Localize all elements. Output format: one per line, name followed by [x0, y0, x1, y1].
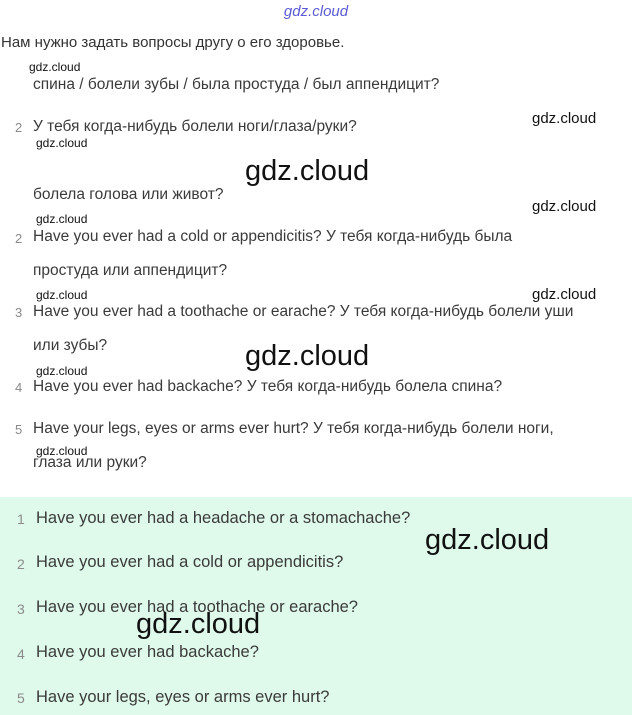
translation-line: спина / болели зубы / была простуда / был аппендицит? — [33, 76, 440, 93]
answer-number: 5 — [17, 690, 25, 706]
watermark: gdz.cloud — [36, 212, 88, 226]
answer-number: 4 — [17, 646, 25, 662]
translation-line: Have you ever had a cold or appendicitis? У тебя когда-нибудь была — [33, 228, 513, 245]
watermark: gdz.cloud — [245, 340, 370, 372]
answer-line: Have you ever had a cold or appendicitis? — [36, 553, 344, 571]
watermark: gdz.cloud — [36, 364, 88, 378]
translation-line: болела голова или живот? — [33, 186, 224, 203]
watermark: gdz.cloud — [532, 110, 597, 127]
item-number: 2 — [15, 120, 23, 135]
translation-line: У тебя когда-нибудь болели ноги/глаза/руки? — [33, 118, 357, 135]
intro-text: Нам нужно задать вопросы другу о его здоровье. — [1, 34, 345, 51]
watermark: gdz.cloud — [245, 155, 370, 187]
watermark: gdz.cloud — [532, 198, 597, 215]
item-number: 5 — [15, 422, 23, 437]
answer-line: Have you ever had a toothache or earache? — [36, 598, 358, 616]
watermark: gdz.cloud — [29, 60, 81, 74]
translation-line: Have you ever had backache? У тебя когда-нибудь болела спина? — [33, 378, 503, 395]
watermark: gdz.cloud — [36, 444, 88, 458]
item-number: 2 — [15, 231, 23, 246]
translation-line: Have you ever had a toothache or earache? У тебя когда-нибудь болели уши — [33, 303, 574, 320]
watermark: gdz.cloud — [532, 286, 597, 303]
watermark: gdz.cloud — [36, 136, 88, 150]
watermark: gdz.cloud — [36, 288, 88, 302]
top-watermark: gdz.cloud — [283, 3, 349, 20]
answer-line: Have you ever had a headache or a stomachache? — [36, 509, 411, 527]
translation-line: простуда или аппендицит? — [33, 262, 228, 279]
answer-number: 3 — [17, 601, 25, 617]
translation-line: или зубы? — [33, 337, 108, 354]
translation-line: Have your legs, eyes or arms ever hurt? У тебя когда-нибудь болели ноги, — [33, 420, 554, 437]
item-number: 4 — [15, 380, 23, 395]
translation-line: глаза или руки? — [33, 454, 147, 471]
item-number: 3 — [15, 305, 23, 320]
answer-line: Have your legs, eyes or arms ever hurt? — [36, 688, 330, 706]
watermark: gdz.cloud — [136, 608, 261, 640]
answer-number: 2 — [17, 556, 25, 572]
answer-line: Have you ever had backache? — [36, 643, 259, 661]
watermark: gdz.cloud — [425, 524, 550, 556]
answer-number: 1 — [17, 511, 25, 527]
